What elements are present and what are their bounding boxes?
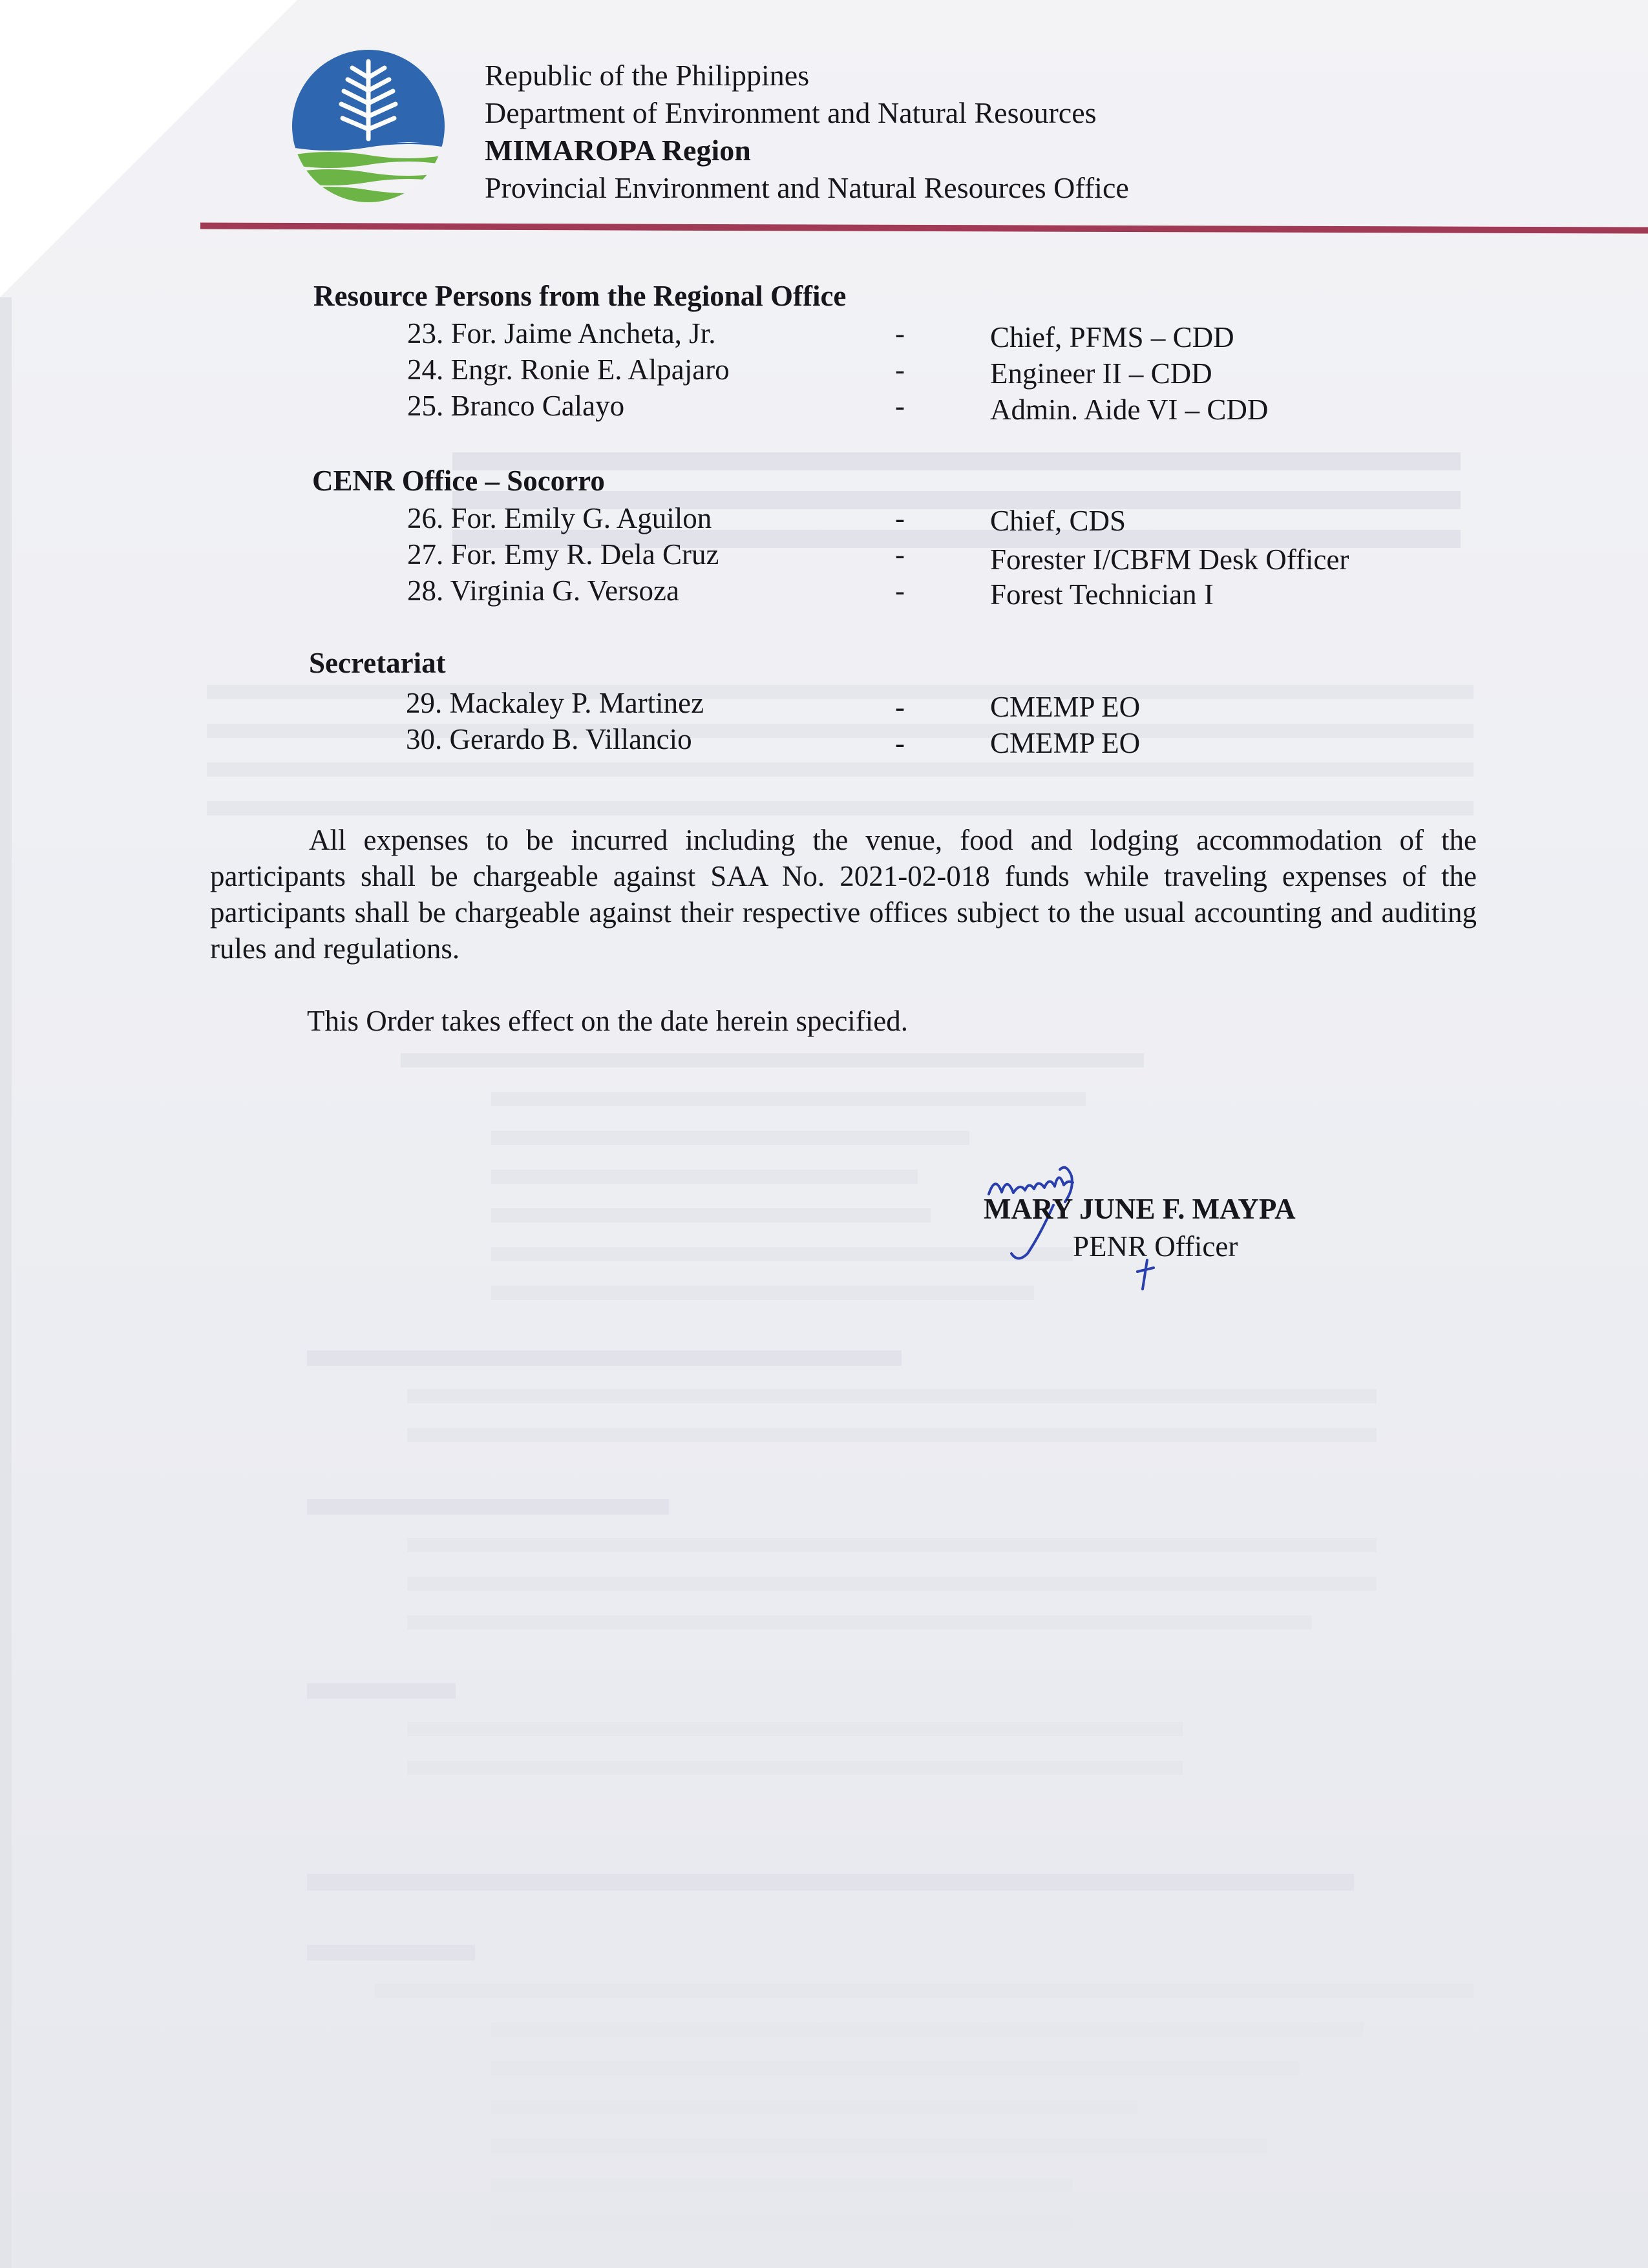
section-cenro-title: CENR Office – Socorro [312,465,605,497]
letterhead-line-2: Department of Environment and Natural Resources [485,96,1097,129]
list-item-dash: - [895,502,905,534]
section-secretariat-title: Secretariat [309,647,446,679]
signatory-title: PENR Officer [1073,1230,1238,1263]
signatory-name: MARY JUNE F. MAYPA [984,1193,1296,1225]
expenses-paragraph: All expenses to be incurred including the venue, food and lodging accommodation of the participants shall be chargeable against SAA No. 2021-02-018 funds while traveling expenses of the participants shall be chargeable against their respective offices subject to the usual accounting and auditing rules and regulations. [210,824,1477,965]
page-edge [0,297,12,2268]
list-item-name: 30. Gerardo B. Villancio [406,723,692,755]
list-item-name: 28. Virginia G. Versoza [407,574,679,607]
letterhead [485,57,1129,207]
list-item-name: 26. For. Emily G. Aguilon [407,502,712,534]
list-item-role: Admin. Aide VI – CDD [990,394,1269,426]
list-item-name: 27. For. Emy R. Dela Cruz [407,538,719,571]
letterhead-line-1: Republic of the Philippines [485,59,810,92]
folded-corner [0,0,297,297]
letterhead-region: MIMAROPA Region [485,134,751,167]
list-item-name: 25. Branco Calayo [407,390,625,422]
list-item-dash: - [895,390,905,422]
list-item-name: 24. Engr. Ronie E. Alpajaro [407,353,730,386]
list-item-dash: - [895,727,905,759]
denr-logo-icon [291,48,446,204]
list-item-name: 29. Mackaley P. Martinez [406,687,704,719]
list-item-dash: - [895,317,905,350]
list-item-dash: - [895,691,905,723]
list-item-dash: - [895,538,905,571]
effect-paragraph: This Order takes effect on the date herein specified. [307,1005,909,1037]
list-item-role: Chief, PFMS – CDD [990,321,1234,353]
list-item-role: Engineer II – CDD [990,357,1212,390]
list-item-role: Forest Technician I [990,578,1214,611]
list-item-role: Forester I/CBFM Desk Officer [990,543,1349,576]
list-item-dash: - [895,574,905,607]
list-item-role: CMEMP EO [990,691,1141,723]
letterhead-rule [200,222,1648,233]
section-regional-title: Resource Persons from the Regional Office [313,280,847,312]
list-item-role: CMEMP EO [990,727,1141,759]
list-item-name: 23. For. Jaime Ancheta, Jr. [407,317,716,350]
list-item-dash: - [895,353,905,386]
letterhead-line-4: Provincial Environment and Natural Resources Office [485,171,1129,204]
list-item-role: Chief, CDS [990,505,1126,537]
